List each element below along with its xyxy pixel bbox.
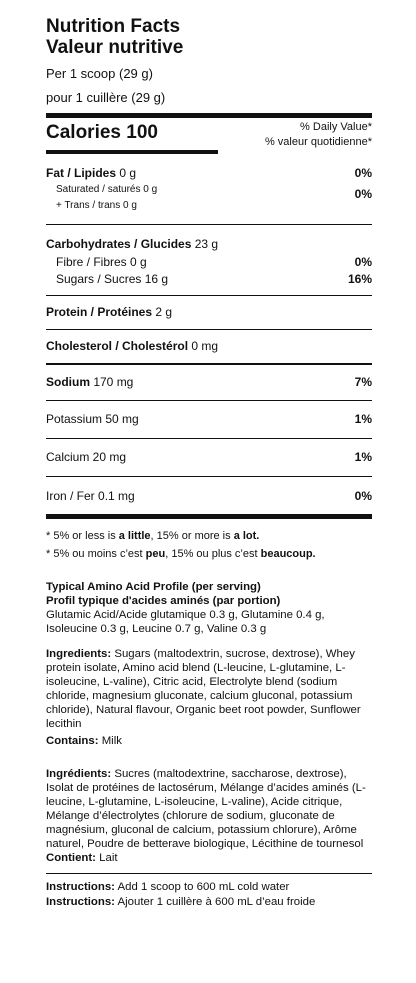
contains-fr-text: Lait xyxy=(95,852,118,864)
sodium-row xyxy=(46,375,372,390)
saturated-row xyxy=(46,183,372,201)
footnote-en xyxy=(46,528,372,544)
sodium-pct: 7% xyxy=(354,375,372,389)
divider-thick xyxy=(46,514,372,519)
instructions-fr xyxy=(46,895,372,909)
amino-title-en: Typical Amino Acid Profile (per serving) xyxy=(46,581,261,593)
instructions-en-text: Add 1 scoop to 600 mL cold water xyxy=(114,881,290,893)
fibre-text: Fibre / Fibres 0 g xyxy=(56,255,147,269)
carbohydrates-amount: 23 g xyxy=(191,237,219,251)
divider xyxy=(46,476,372,477)
footnote-fr-text: * 5% ou moins c’est xyxy=(46,548,146,560)
sugars-text: Sugars / Sucres 16 g xyxy=(56,272,169,286)
footnote-fr xyxy=(46,546,372,562)
potassium-text: Potassium 50 mg xyxy=(46,412,139,426)
contains-fr xyxy=(46,851,372,865)
sodium-label: Sodium xyxy=(46,375,90,389)
calories-label: Calories 100 xyxy=(46,122,158,143)
contains-en xyxy=(46,734,372,748)
fat-amount: 0 g xyxy=(116,166,137,180)
divider-medium xyxy=(46,363,372,365)
fibre-pct: 0% xyxy=(354,255,372,269)
daily-value-en: % Daily Value* xyxy=(300,121,372,133)
ingredients-en-label: Ingredients: xyxy=(46,648,112,660)
trans-row xyxy=(46,199,372,213)
footnote-en-emph: a little xyxy=(118,530,151,542)
trans-text: + Trans / trans 0 g xyxy=(56,200,137,211)
footnote-en-emph: a lot. xyxy=(233,530,260,542)
title-fr: Valeur nutritive xyxy=(46,37,184,58)
sodium-amount: 170 mg xyxy=(90,375,134,389)
divider xyxy=(46,873,372,874)
contains-en-label: Contains: xyxy=(46,735,99,747)
ingredients-en xyxy=(46,647,372,731)
amino-title-fr: Profil typique d'acides aminés (par portion) xyxy=(46,595,281,607)
protein-amount: 2 g xyxy=(152,305,173,319)
divider xyxy=(46,295,372,296)
calcium-text: Calcium 20 mg xyxy=(46,450,127,464)
ingredients-fr-label: Ingrédients: xyxy=(46,768,112,780)
fat-row xyxy=(46,166,372,181)
contains-fr-label: Contient: xyxy=(46,852,96,864)
calcium-pct: 1% xyxy=(354,450,372,464)
instructions-en xyxy=(46,880,372,894)
instructions-fr-label: Instructions: xyxy=(46,896,115,908)
footnote-fr-text: , 15% ou plus c’est xyxy=(165,548,261,560)
divider xyxy=(46,329,372,330)
ingredients-en-text: Sugars (maltodextrin, sucrose, dextrose), Whey protein isolate, Amino acid blend (L-leucine, L-glutamine, L-isoleucine, L-valine), Citric acid, Electrolyte blend (sodium chloride, magnesium gluconate, calcium gluconal, potassium chloride), Natural flavour, Organic beet root powder, Sunflower lecithin xyxy=(46,648,361,730)
calcium-row xyxy=(46,450,372,465)
fat-label: Fat / Lipides xyxy=(46,166,117,180)
footnote-en-text: , 15% or more is xyxy=(150,530,234,542)
nutrition-facts-panel xyxy=(46,16,372,909)
ingredients-fr-text: Sucres (maltodextrine, saccharose, dextrose), Isolat de protéines de lactosérum, Mélange d’acides aminés (L-leucine, L-glutamine, L-isoleucine, L-valine), Acide citrique, Mélange d’électrolytes (chlorure de sodium, gluconate de magnésium, gluconal de calcium, potassium chlorure), Arôme naturel, Poudre de betterave biologique, Lécithine de tournesol xyxy=(46,768,366,850)
cholesterol-label: Cholesterol / Cholestérol xyxy=(46,339,189,353)
divider xyxy=(46,400,372,401)
protein-label: Protein / Protéines xyxy=(46,305,153,319)
daily-value-fr: % valeur quotidienne* xyxy=(264,136,372,148)
iron-text: Iron / Fer 0.1 mg xyxy=(46,489,135,503)
divider xyxy=(46,438,372,439)
serving-size-en: Per 1 scoop (29 g) xyxy=(46,66,153,81)
instructions-fr-text: Ajouter 1 cuillère à 600 mL d’eau froide xyxy=(114,896,316,908)
iron-pct: 0% xyxy=(354,489,372,503)
carbohydrates-row xyxy=(46,237,372,252)
calories-row xyxy=(46,118,372,158)
instructions-en-label: Instructions: xyxy=(46,881,115,893)
saturated-pct: 0% xyxy=(354,187,372,201)
ingredients-fr xyxy=(46,767,372,851)
saturated-text: Saturated / saturés 0 g xyxy=(56,184,158,195)
sugars-row xyxy=(46,272,372,287)
footnote-fr-emph: beaucoup. xyxy=(260,548,316,560)
potassium-row xyxy=(46,412,372,427)
footnote-en-text: * 5% or less is xyxy=(46,530,119,542)
footnote-fr-emph: peu xyxy=(145,548,166,560)
amino-text: Glutamic Acid/Acide glutamique 0.3 g, Glutamine 0.4 g, Isoleucine 0.3 g, Leucine 0.7 g, Valine 0.3 g xyxy=(46,609,325,635)
sugars-pct: 16% xyxy=(347,272,372,286)
title-en: Nutrition Facts xyxy=(46,16,181,37)
fibre-row xyxy=(46,255,372,270)
calories-bar xyxy=(46,150,218,154)
contains-en-text: Milk xyxy=(98,735,122,747)
fat-pct: 0% xyxy=(354,166,372,180)
cholesterol-amount: 0 mg xyxy=(188,339,219,353)
cholesterol-row xyxy=(46,339,372,354)
carbohydrates-label: Carbohydrates / Glucides xyxy=(46,237,192,251)
iron-row xyxy=(46,489,372,504)
daily-value-header xyxy=(265,120,372,150)
potassium-pct: 1% xyxy=(354,412,372,426)
serving-size-fr: pour 1 cuillère (29 g) xyxy=(46,90,166,105)
protein-row xyxy=(46,305,372,320)
divider xyxy=(46,224,372,225)
